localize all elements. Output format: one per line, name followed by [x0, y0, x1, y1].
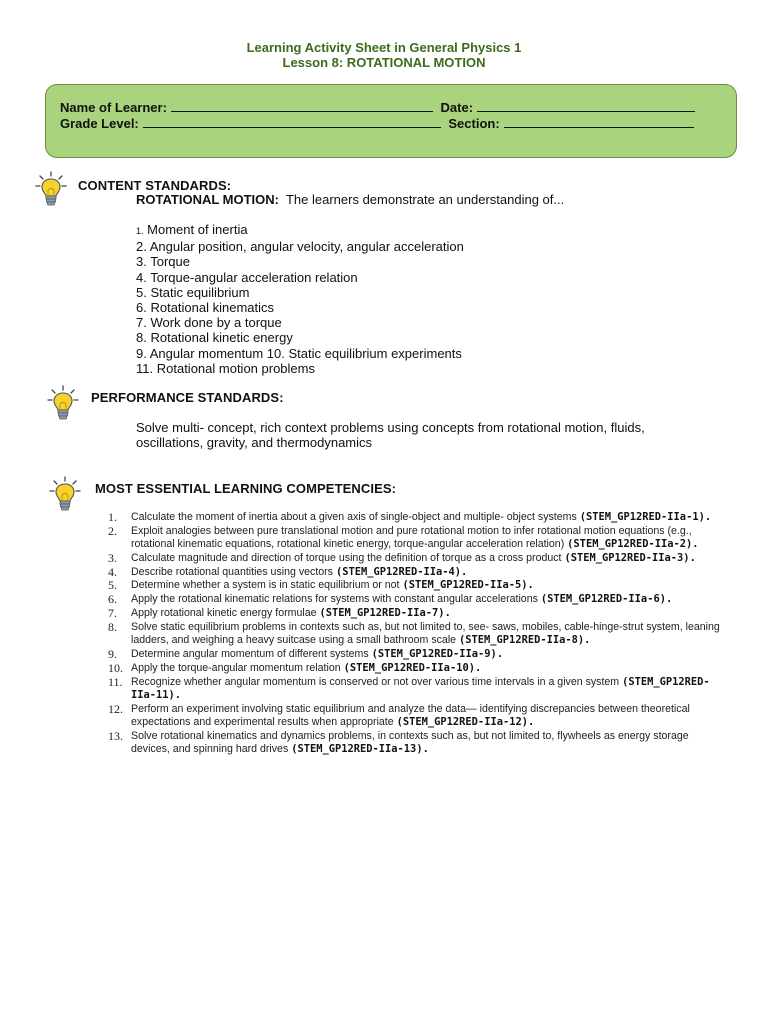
list-item: 5. Static equilibrium	[136, 284, 250, 300]
list-item: 1. Calculate the moment of inertia about a given axis of single-object and multiple- object systems (STEM_GP12RED-IIa-1).	[108, 510, 712, 524]
list-item: 8. Rotational kinetic energy	[136, 330, 293, 346]
list-item: 11. Rotational motion problems	[136, 360, 315, 376]
content-standards-list	[136, 222, 464, 376]
section-label: Section:	[448, 116, 500, 131]
name-label: Name of Learner:	[60, 100, 167, 115]
list-item: 4. Describe rotational quantities using vectors (STEM_GP12RED-IIa-4).	[108, 564, 468, 579]
lightbulb-icon	[46, 383, 80, 423]
performance-standards-title: PERFORMANCE STANDARDS:	[91, 390, 284, 405]
lightbulb-icon	[34, 169, 68, 209]
performance-standards-text: Solve multi- concept, rich context problems using concepts from rotational motion, fluids, oscillations, gravity, and thermodynamics	[136, 420, 645, 451]
section-field[interactable]	[504, 115, 694, 128]
learner-row-1	[60, 99, 699, 115]
learner-row-2	[60, 115, 698, 131]
lightbulb-icon	[48, 474, 82, 514]
list-item: 9. Angular momentum 10. Static equilibrium experiments	[136, 345, 462, 361]
list-item: 13. Solve rotational kinematics and dynamics problems, in contexts such as, but not limited to, flywheels as energy storage devices, and spinning hard drives (STEM_GP12RED-IIa-13).	[108, 728, 689, 756]
header	[0, 40, 768, 70]
content-standards-subtitle	[136, 192, 564, 207]
list-item: 1. Moment of inertia	[136, 222, 248, 237]
list-item: 8. Solve static equilibrium problems in contexts such as, but not limited to, see- saws, mobiles, cable-hinge-strut system, leaning ladders, and weighing a heavy suitcase using a small bathroom scale (STEM_GP12RED-IIa-8).	[108, 619, 720, 647]
list-item: 10. Apply the torque-angular momentum relation (STEM_GP12RED-IIa-10).	[108, 660, 482, 675]
list-item: 7. Work done by a torque	[136, 315, 282, 331]
lesson-title: Lesson 8: ROTATIONAL MOTION	[282, 55, 486, 70]
list-item: 9. Determine angular momentum of different systems (STEM_GP12RED-IIa-9).	[108, 646, 504, 661]
list-item: 3. Torque	[136, 254, 190, 270]
list-item: 2. Exploit analogies between pure translational motion and pure rotational motion to infer rotational motion equations (e.g., rotational kinematic equations, rotational kinetic energy, torque-angular acceleration relation) (STEM_GP12RED-IIa-2).	[108, 523, 699, 551]
list-item: 5. Determine whether a system is in static equilibrium or not (STEM_GP12RED-IIa-5).	[108, 578, 534, 593]
date-label: Date:	[440, 100, 474, 115]
date-field[interactable]	[477, 99, 695, 112]
list-item: 11. Recognize whether angular momentum is conserved or not over various time intervals in a given system (STEM_GP12RED-IIa-11).	[108, 674, 710, 701]
grade-label: Grade Level:	[60, 116, 139, 131]
list-item: 4. Torque-angular acceleration relation	[136, 269, 358, 285]
competencies-list	[108, 511, 728, 757]
grade-field[interactable]	[143, 115, 441, 128]
subtitle-bold: ROTATIONAL MOTION:	[136, 192, 279, 207]
subtitle-text: The learners demonstrate an understanding of...	[285, 192, 565, 207]
list-item: 6. Apply the rotational kinematic relations for systems with constant angular accelerations (STEM_GP12RED-IIa-6).	[108, 592, 673, 607]
list-item: 7. Apply rotational kinetic energy formulae (STEM_GP12RED-IIa-7).	[108, 606, 451, 621]
list-item: 3. Calculate magnitude and direction of torque using the definition of torque as a cross product (STEM_GP12RED-IIa-3).	[108, 550, 696, 565]
name-field[interactable]	[171, 99, 433, 112]
competencies-title: MOST ESSENTIAL LEARNING COMPETENCIES:	[95, 481, 397, 496]
sheet-title: Learning Activity Sheet in General Physics 1	[246, 40, 522, 55]
list-item: 2. Angular position, angular velocity, angular acceleration	[136, 239, 464, 255]
learner-info-box	[45, 84, 737, 158]
list-item: 6. Rotational kinematics	[136, 300, 275, 316]
list-item: 12. Perform an experiment involving static equilibrium and analyze the data— identifying discrepancies between theoretical expectations and experimental results when appropriate (STEM_GP12RED-IIa-12).	[108, 701, 690, 728]
content-standards-title: CONTENT STANDARDS:	[78, 178, 232, 193]
